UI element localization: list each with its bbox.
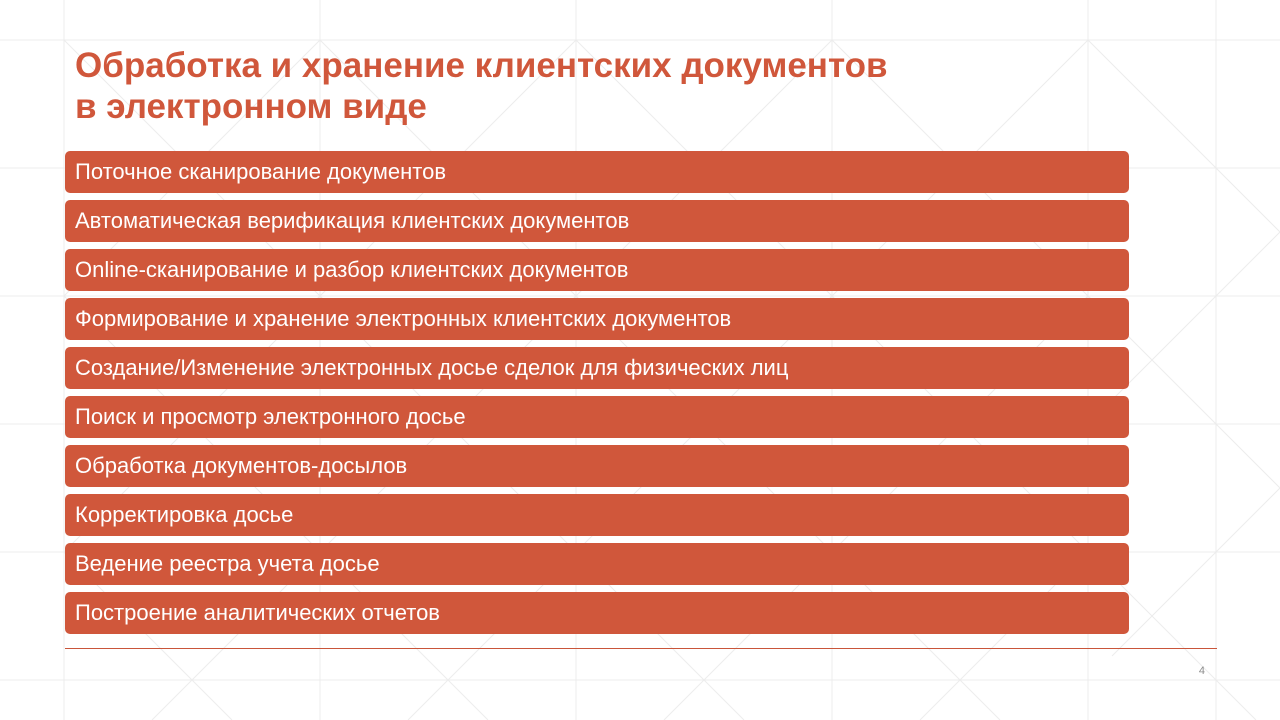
feature-item-dossier-search-view: Поиск и просмотр электронного досье: [65, 396, 1129, 438]
feature-item-dossier-create-edit: Создание/Изменение электронных досье сделок для физических лиц: [65, 347, 1129, 389]
feature-item-auto-verification: Автоматическая верификация клиентских документов: [65, 200, 1129, 242]
feature-item-online-scanning: Online-сканирование и разбор клиентских документов: [65, 249, 1129, 291]
feature-item-dossier-registry: Ведение реестра учета досье: [65, 543, 1129, 585]
feature-item-streaming-scanning: Поточное сканирование документов: [65, 151, 1129, 193]
slide-title-line-1: Обработка и хранение клиентских документов: [75, 46, 888, 85]
feature-item-analytical-reports: Построение аналитических отчетов: [65, 592, 1129, 634]
feature-item-followup-documents: Обработка документов-досылов: [65, 445, 1129, 487]
feature-item-dossier-correction: Корректировка досье: [65, 494, 1129, 536]
slide-title-line-2: в электронном виде: [75, 87, 427, 126]
page-number: 4: [1198, 665, 1205, 677]
feature-item-electronic-documents: Формирование и хранение электронных клиентских документов: [65, 298, 1129, 340]
feature-list: [65, 151, 1129, 641]
slide-title: [75, 45, 888, 127]
footer-divider: [65, 648, 1217, 649]
